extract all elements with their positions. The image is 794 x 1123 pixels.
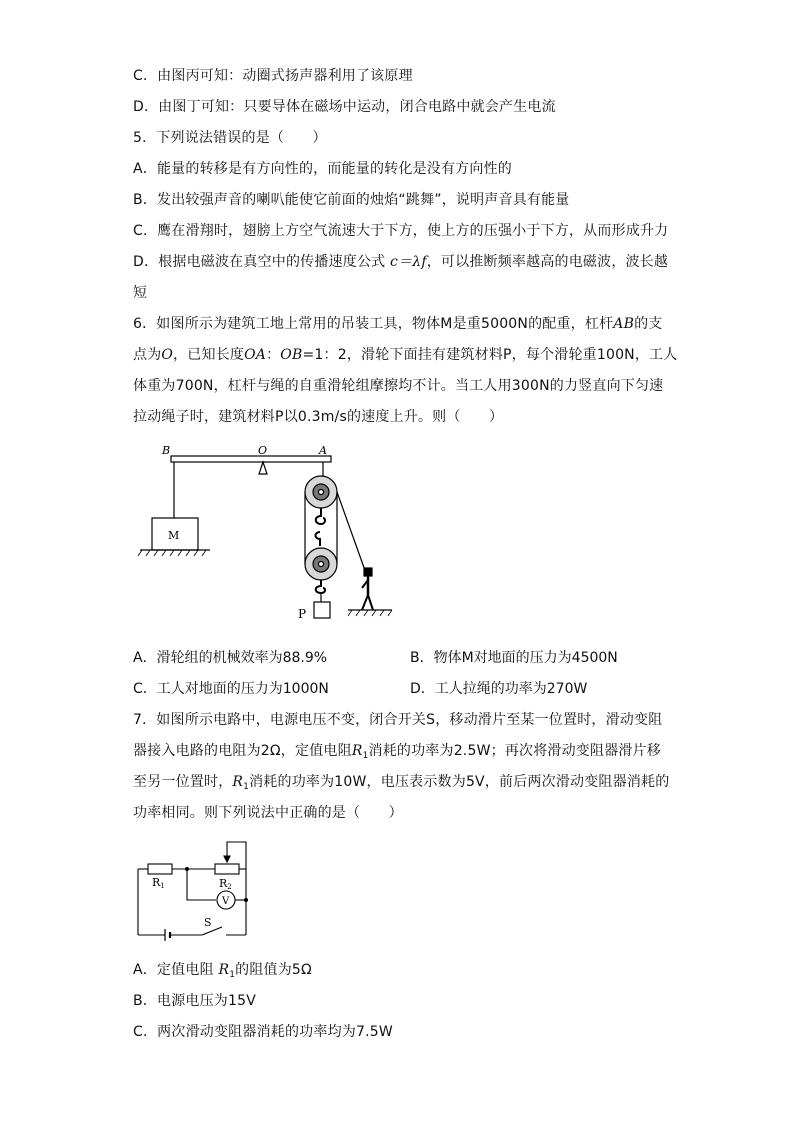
q6-stem-text: ： bbox=[266, 347, 281, 363]
q5-stem: 5．下列说法错误的是（ ） bbox=[133, 130, 327, 146]
q6-stem-text: 的支 bbox=[634, 316, 663, 332]
q6-stem-line1 bbox=[133, 314, 663, 334]
q6-stem-line3: 体重为700N，杠杆与绳的自重滑轮组摩擦均不计。当工人用300N的力竖直向下匀速 bbox=[133, 378, 664, 394]
ground-right-hatch bbox=[348, 610, 392, 616]
q5-option-a: A．能量的转移是有方向性的，而能量的转化是没有方向性的 bbox=[133, 161, 512, 177]
q7-r1-symbol: R bbox=[218, 962, 230, 978]
q7-stem-line4: 功率相同。则下列说法中正确的是（ ） bbox=[133, 805, 403, 821]
lever-bar bbox=[171, 456, 331, 462]
resistor-r2 bbox=[215, 864, 239, 874]
label-r1: R1 bbox=[152, 876, 165, 890]
q5-option-d bbox=[133, 252, 668, 272]
label-b: B bbox=[162, 444, 171, 457]
label-a: A bbox=[319, 444, 327, 457]
q6-option-a: A．滑轮组的机械效率为88.9% bbox=[133, 650, 328, 666]
worker-figure bbox=[362, 568, 373, 610]
q6-length-oa: OA bbox=[244, 347, 267, 363]
q5-option-b: B．发出较强声音的喇叭能使它前面的烛焰“跳舞”，说明声音具有能量 bbox=[133, 192, 570, 208]
junction-right bbox=[244, 898, 248, 902]
q7-stem-text: 器接入电路的电阻为2Ω，定值电阻 bbox=[133, 743, 352, 759]
q7-option-c: C．两次滑动变阻器消耗的功率均为7.5W bbox=[133, 1024, 393, 1040]
label-v: V bbox=[222, 896, 230, 907]
q6-length-ob: OB bbox=[280, 347, 303, 363]
q5-option-d-post: ，可以推断频率越高的电磁波，波长越 bbox=[426, 254, 669, 270]
fixed-pulley-axle bbox=[319, 490, 324, 495]
movable-pulley-hook bbox=[316, 580, 325, 593]
q6-stem-line4: 拉动绳子时，建筑材料P以0.3m/s的速度上升。则（ ） bbox=[133, 409, 504, 425]
q6-option-b: B．物体M对地面的压力为4500N bbox=[410, 650, 618, 666]
q6-stem-line2 bbox=[133, 345, 677, 365]
q6-fulcrum-o: O bbox=[161, 347, 174, 363]
q7-stem-text: 消耗的功率为10W，电压表示数为5V，前后两次滑动变阻器消耗的 bbox=[249, 774, 670, 790]
q7-stem-line2 bbox=[133, 741, 661, 766]
q7-r1-subscript: 1 bbox=[362, 751, 369, 761]
q6-option-d: D．工人拉绳的功率为270W bbox=[410, 681, 588, 697]
q6-stem-text: ，已知长度 bbox=[173, 347, 245, 363]
label-r2: R2 bbox=[219, 877, 232, 891]
q4-option-c: C．由图丙可知：动圈式扬声器利用了该原理 bbox=[133, 68, 413, 84]
q7-stem-text: 消耗的功率为2.5W；再次将滑动变阻器滑片移 bbox=[368, 743, 662, 759]
label-s: S bbox=[204, 916, 212, 929]
label-o: O bbox=[258, 444, 268, 457]
q6-lever-ab: AB bbox=[613, 316, 635, 332]
q6-option-c: C．工人对地面的压力为1000N bbox=[133, 681, 329, 697]
q6-stem-text: 点为 bbox=[133, 347, 162, 363]
q5-option-d-pre: D．根据电磁波在真空中的传播速度公式 bbox=[133, 254, 391, 270]
q7-circuit-diagram bbox=[130, 838, 260, 944]
q7-stem-line3 bbox=[133, 772, 669, 797]
q5-option-d-continued: 短 bbox=[133, 285, 148, 301]
q6-stem-text: 6．如图所示为建筑工地上常用的吊装工具，物体M是重5000N的配重，杠杆 bbox=[133, 316, 614, 332]
rope-to-worker bbox=[337, 492, 367, 576]
q4-option-d: D．由图丁可知：只要导体在磁场中运动，闭合电路中就会产生电流 bbox=[133, 99, 556, 115]
q7-r1-symbol: R bbox=[232, 774, 244, 790]
q6-pulley-diagram bbox=[130, 440, 410, 630]
fulcrum bbox=[259, 462, 267, 474]
q5-option-c: C．鹰在滑翔时，翅膀上方空气流速大于下方，使上方的压强小于下方，从而形成升力 bbox=[133, 223, 669, 239]
load-p bbox=[314, 602, 330, 618]
wire-voltmeter-left bbox=[187, 869, 216, 900]
label-m: M bbox=[168, 529, 180, 542]
q7-r1-subscript: 1 bbox=[229, 970, 236, 980]
slider-arrow bbox=[224, 856, 230, 862]
q7-option-a-text: 的阻值为5Ω bbox=[235, 962, 312, 978]
junction-left bbox=[185, 867, 189, 871]
q7-option-a-text: A．定值电阻 bbox=[133, 962, 219, 978]
q5-formula: c＝λf bbox=[390, 254, 427, 270]
movable-pulley-axle bbox=[319, 562, 324, 567]
q6-stem-text: =1：2，滑轮下面挂有建筑材料P，每个滑轮重100N，工人 bbox=[302, 347, 678, 363]
fixed-pulley-hook bbox=[316, 508, 325, 524]
q7-r1-symbol: R bbox=[351, 743, 363, 759]
q7-option-a bbox=[133, 960, 312, 985]
q7-stem-line1: 7．如图所示电路中，电源电压不变，闭合开关S，移动滑片至某一位置时，滑动变阻 bbox=[133, 712, 663, 728]
label-p: P bbox=[298, 607, 307, 621]
q7-stem-text: 至另一位置时， bbox=[133, 774, 233, 790]
q7-option-b: B．电源电压为15V bbox=[133, 993, 256, 1009]
movable-pulley-hook-top bbox=[316, 532, 321, 546]
ground-left-hatch bbox=[138, 550, 206, 556]
q7-r1-subscript: 1 bbox=[243, 782, 250, 792]
resistor-r1 bbox=[148, 864, 172, 874]
